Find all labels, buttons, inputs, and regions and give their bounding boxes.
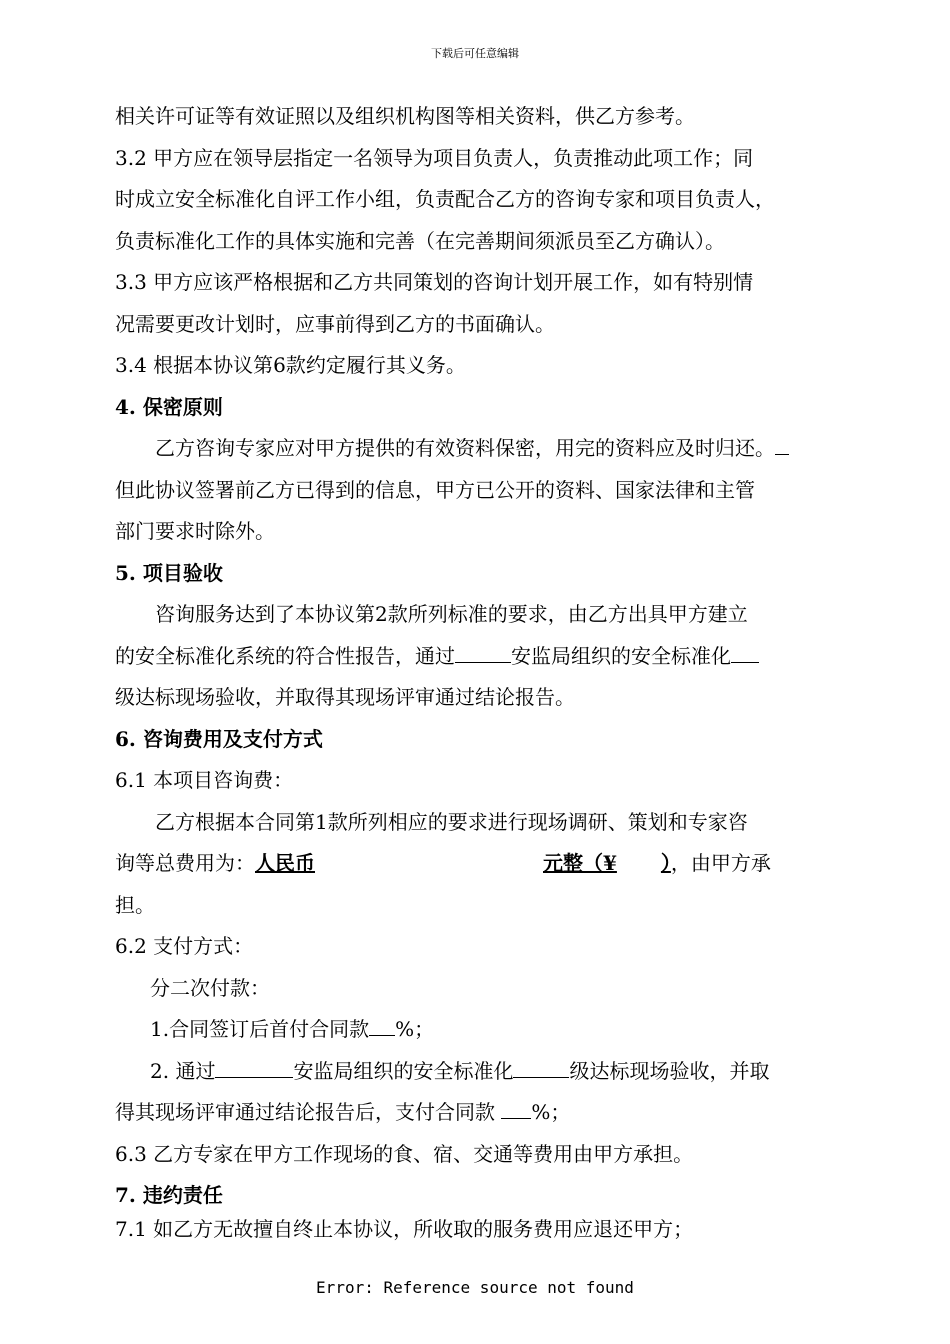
underline-blank [501,1100,531,1119]
page-footer: Error: Reference source not found [316,1278,634,1297]
underline-blank [369,1017,395,1036]
paragraph-line [155,435,789,461]
clause-7-1: 7.1 如乙方无故擅自终止本协议，所收取的服务费用应退还甲方； [115,1217,694,1241]
clause-6-2: 6.2 支付方式： [115,934,254,958]
paragraph-text: 1.合同签订后首付合同款 [150,1017,370,1041]
underline-blank [455,644,511,663]
clause-6-3: 6.3 乙方专家在甲方工作现场的食、宿、交通等费用由甲方承担。 [115,1142,694,1166]
section-heading-6: 6. 咨询费用及支付方式 [115,727,323,751]
paragraph-text: 2. 通过 [150,1059,216,1083]
paragraph-text: 得其现场评审通过结论报告后，支付合同款 [115,1100,502,1124]
payment-item-1 [150,1016,434,1042]
section-heading-4: 4. 保密原则 [115,395,223,419]
clause-3-2: 3.2 甲方应在领导层指定一名领导为项目负责人，负责推动此项工作；同 [115,146,754,170]
paragraph-line: 级达标现场验收，并取得其现场评审通过结论报告。 [115,685,575,709]
paragraph-text: 询等总费用为： [115,851,255,875]
fee-close-paren: ） [660,851,671,875]
paragraph-line: 咨询服务达到了本协议第2款所列标准的要求，由乙方出具甲方建立 [155,602,748,626]
section-heading-5: 5. 项目验收 [115,561,223,585]
fee-currency-label: 人民币 [255,851,315,875]
paragraph-text: ，由甲方承 [670,851,771,875]
payment-item-2 [150,1058,769,1084]
paragraph-line: 部门要求时除外。 [115,519,275,543]
section-heading-7: 7. 违约责任 [115,1183,223,1207]
paragraph-text: %； [531,1100,571,1124]
paragraph-line [115,643,759,669]
clause-6-1: 6.1 本项目咨询费： [115,768,294,792]
fee-amount [255,851,671,875]
paragraph-line: 但此协议签署前乙方已得到的信息，甲方已公开的资料、国家法律和主管 [115,478,755,502]
paragraph-line: 相关许可证等有效证照以及组织机构图等相关资料，供乙方参考。 [115,104,695,128]
underline-blank [731,644,759,663]
clause-3-4: 3.4 根据本协议第6款约定履行其义务。 [115,353,466,377]
paragraph-text: 安监局组织的安全标准化 [511,644,731,668]
paragraph-text: 级达标现场验收，并取 [569,1059,770,1083]
page-header: 下载后可任意编辑 [431,47,519,60]
underline-blank [775,436,789,455]
paragraph-text: 乙方咨询专家应对甲方提供的有效资料保密，用完的资料应及时归还。 [155,436,775,460]
paragraph-line [115,1099,570,1125]
paragraph-line: 况需要更改计划时，应事前得到乙方的书面确认。 [115,312,555,336]
paragraph-text: %； [395,1017,435,1041]
paragraph-line: 担。 [115,893,155,917]
clause-3-3: 3.3 甲方应该严格根据和乙方共同策划的咨询计划开展工作，如有特别情 [115,270,754,294]
paragraph-line: 分二次付款： [150,976,270,1000]
fee-suffix: 元整（¥ [543,851,617,875]
paragraph-line: 乙方根据本合同第1款所列相应的要求进行现场调研、策划和专家咨 [155,810,748,834]
paragraph-text: 的安全标准化系统的符合性报告，通过 [115,644,455,668]
underline-blank [513,1059,569,1078]
paragraph-line: 时成立安全标准化自评工作小组，负责配合乙方的咨询专家和项目负责人， [115,187,775,211]
underline-blank [215,1059,293,1078]
paragraph-text: 安监局组织的安全标准化 [293,1059,514,1083]
paragraph-line: 负责标准化工作的具体实施和完善（在完善期间须派员至乙方确认）。 [115,229,725,253]
fee-line [115,850,771,876]
